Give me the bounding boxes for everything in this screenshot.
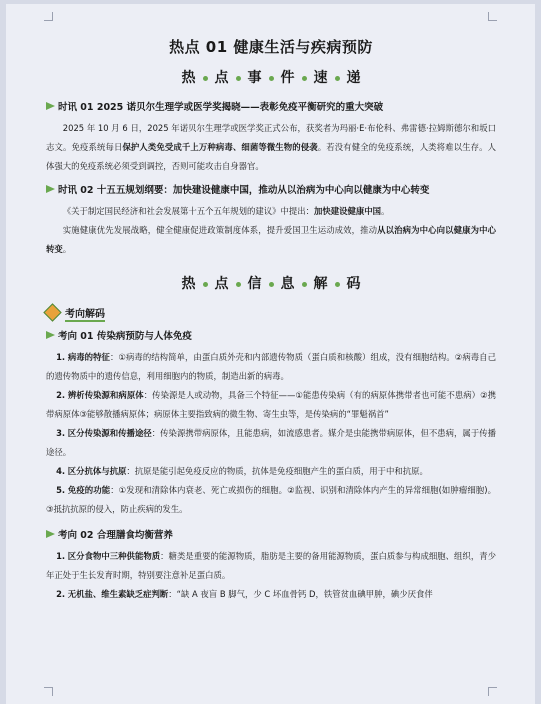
margin-corner-mark — [488, 687, 497, 696]
margin-corner-mark — [44, 12, 53, 21]
section-heading-hot-events: 热 点 事 件 速 递 — [181, 70, 361, 86]
news-paragraph-2b: 实施健康优先发展战略，健全健康促进政策制度体系，提升爱国卫生运动成效，推动从以治病为中心向以健康为中心转变。 — [46, 225, 497, 254]
list-item: 3. 区分传染源和传播途径：传染源携带病原体，且能患病，如流感患者。媒介是虫能携带病原体，但不患病，属于传播途径。 — [46, 428, 496, 457]
list-item: 2. 辨析传染源和病原体：传染源是人或动物，具备三个特征——①能患传染病（有的病原体携带者也可能不患病）②携带病原体③能够散播病原体；病原体主要指致病的微生物、寄生虫等，是传染病的“罪魁祸首” — [46, 390, 497, 419]
section-heading-hot-info: 热 点 信 息 解 码 — [181, 276, 361, 292]
margin-corner-mark — [44, 687, 53, 696]
news-heading-2: 时讯 02 十五五规划纲要：加快建设健康中国，推动从以治病为中心向以健康为中心转变 — [46, 182, 496, 196]
flag-icon — [46, 530, 55, 538]
list-item: 1. 病毒的特征：①病毒的结构简单，由蛋白质外壳和内部遗传物质（蛋白质和核酸）组成，没有细胞结构。②病毒自己的遗传物质中的遗传信息，利用细胞内的物质，制造出新的病毒。 — [46, 352, 496, 381]
list-item: 1. 区分食物中三种供能物质：糖类是重要的能源物质，脂肪是主要的备用能源物质，蛋白质参与构成细胞、组织，青少年正处于生长发育时期，特别要注意补足蛋白质。 — [46, 551, 497, 580]
page-title: 热点 01 健康生活与疾病预防 — [169, 38, 373, 56]
kaoxiang-heading: 考向解码 — [46, 305, 496, 320]
list-item: 2. 无机盐、维生素缺乏症判断：“缺 A 夜盲 B 脚气，少 C 坏血骨钙 D，铁管贫血碘甲肿，碘少厌食伴 — [56, 589, 433, 599]
news-paragraph-2a: 《关于制定国民经济和社会发展第十五个五年规划的建议》中提出：加快建设健康中国。 — [62, 206, 390, 216]
news-heading-1: 时讯 01 2025 诺贝尔生理学或医学奖揭晓——表彰免疫平衡研究的重大突破 — [46, 99, 496, 113]
topic-heading-1: 考向 01 传染病预防与人体免疫 — [46, 328, 496, 342]
news-paragraph-1: 2025 年 10 月 6 日，2025 年诺贝尔生理学或医学奖正式公布，获奖者为玛丽·E·布伦科、弗雷德·拉姆斯德尔和坂口志文。免疫系统每日保护人类免受成千上万种病毒、细菌等微生物的侵袭。若没有健全的免疫系统，人类将难以生存。人体强大的免疫系统必须受到调控，否则可能攻击自身器官。 — [46, 123, 497, 171]
flag-icon — [46, 331, 55, 339]
diamond-icon — [43, 303, 61, 321]
flag-icon — [46, 102, 55, 110]
document-page — [6, 4, 535, 704]
list-item: 4. 区分抗体与抗原：抗原是能引起免疫反应的物质，抗体是免疫细胞产生的蛋白质，用于中和抗原。 — [56, 466, 428, 476]
margin-corner-mark — [488, 12, 497, 21]
document-body — [46, 36, 496, 604]
list-item: 5. 免疫的功能：①发现和清除体内衰老、死亡或损伤的细胞。②监视、识别和清除体内产生的异常细胞(如肿瘤细胞)。③抵抗抗原的侵入，防止疾病的发生。 — [46, 485, 496, 514]
topic-heading-2: 考向 02 合理膳食均衡营养 — [46, 527, 496, 541]
flag-icon — [46, 185, 55, 193]
